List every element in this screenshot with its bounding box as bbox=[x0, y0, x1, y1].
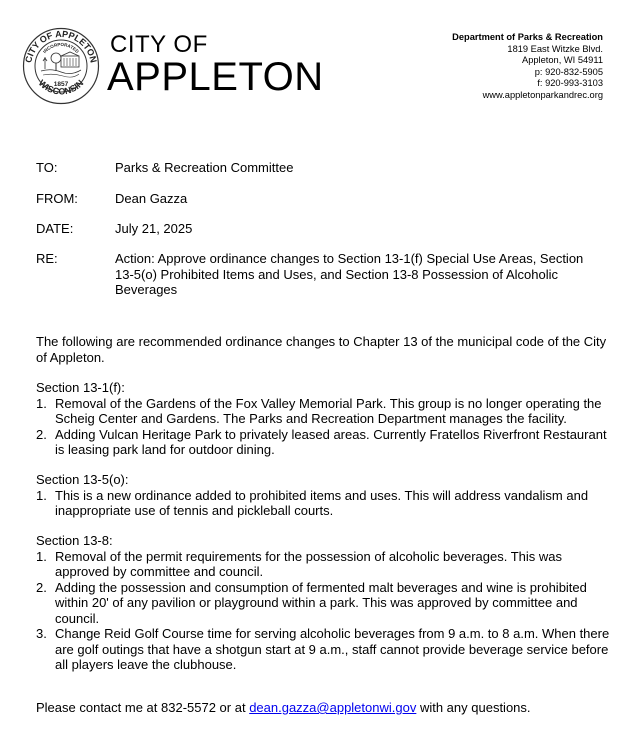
seal-top-text: CITY OF APPLETON bbox=[23, 28, 99, 64]
list-item bbox=[36, 580, 611, 627]
list-item-number: 1. bbox=[36, 548, 47, 564]
list-item-text: Removal of the Gardens of the Fox Valley Memorial Park. This group is no longer operating the Scheig Center and Gardens. The Parks and Recreation Department manages the facility. bbox=[55, 395, 602, 426]
section-heading: Section 13-8: bbox=[36, 533, 113, 548]
list-item bbox=[36, 396, 611, 427]
memo-to-value: Parks & Recreation Committee bbox=[115, 160, 294, 175]
memo-from-row bbox=[36, 191, 605, 207]
section-list bbox=[36, 549, 611, 673]
section-heading: Section 13-5(o): bbox=[36, 472, 129, 487]
closing-suffix: with any questions. bbox=[416, 700, 531, 715]
list-item bbox=[36, 626, 611, 673]
list-item-number: 2. bbox=[36, 426, 47, 442]
list-item-text: Removal of the permit requirements for the possession of alcoholic beverages. This was approved by committee and council. bbox=[55, 548, 563, 579]
list-item-text: Adding Vulcan Heritage Park to privately leased areas. Currently Fratellos Riverfront Restaurant is leasing park land for outdoor dining. bbox=[55, 426, 607, 457]
letterhead-city-name: APPLETON bbox=[107, 55, 324, 99]
closing-prefix: Please contact me at 832-5572 or at bbox=[36, 700, 250, 715]
list-item-text: Change Reid Golf Course time for serving alcoholic beverages from 9 a.m. to 8 a.m. When there are golf outings that have a shotgun start at 9 a.m., staff cannot provide beverage service before all players leave the clubhouse. bbox=[55, 626, 610, 672]
department-address-block bbox=[452, 32, 603, 102]
memo-from-label: FROM: bbox=[36, 191, 78, 206]
memo-date-row bbox=[36, 221, 605, 237]
memo-re-label: RE: bbox=[36, 251, 58, 266]
department-fax: f: 920-993-3103 bbox=[537, 78, 603, 89]
section-13-1f bbox=[36, 380, 611, 458]
memo-re-value: Action: Approve ordinance changes to Section 13-1(f) Special Use Areas, Section 13-5(o) Prohibited Items and Uses, and Section 13-8 Possession of Alcoholic Beverages bbox=[115, 251, 584, 297]
department-address-line2: Appleton, WI 54911 bbox=[522, 55, 603, 66]
list-item bbox=[36, 488, 611, 519]
letterhead-city-of: CITY OF bbox=[110, 31, 208, 58]
closing-paragraph bbox=[36, 700, 611, 716]
list-item-text: Adding the possession and consumption of fermented malt beverages and wine is prohibited within 20' of any pavilion or playground within a park. This was approved by committee and council. bbox=[55, 579, 587, 626]
list-item-number: 1. bbox=[36, 487, 47, 503]
memo-to-label: TO: bbox=[36, 160, 58, 175]
memo-re-row bbox=[36, 251, 605, 298]
section-list bbox=[36, 396, 611, 458]
department-address-line1: 1819 East Witzke Blvd. bbox=[507, 43, 603, 54]
city-seal-logo bbox=[21, 27, 101, 105]
seal-year: 1857 bbox=[53, 81, 69, 88]
list-item bbox=[36, 549, 611, 580]
seal-bottom-text: WISCONSIN bbox=[36, 77, 86, 97]
section-heading: Section 13-1(f): bbox=[36, 380, 125, 395]
list-item bbox=[36, 427, 611, 458]
department-website: www.appletonparkandrec.org bbox=[482, 89, 603, 100]
memo-date-value: July 21, 2025 bbox=[115, 221, 193, 236]
department-name: Department of Parks & Recreation bbox=[452, 32, 603, 42]
list-item-number: 3. bbox=[36, 626, 47, 641]
memo-date-label: DATE: bbox=[36, 221, 74, 236]
section-13-5o bbox=[36, 472, 611, 519]
seal-inner-text: INCORPORATED bbox=[41, 41, 80, 55]
list-item-number: 2. bbox=[36, 579, 47, 595]
department-phone: p: 920-832-5905 bbox=[534, 66, 603, 77]
memo-to-row bbox=[36, 160, 605, 176]
list-item-number: 1. bbox=[36, 395, 47, 411]
memo-from-value: Dean Gazza bbox=[115, 191, 188, 206]
intro-paragraph: The following are recommended ordinance changes to Chapter 13 of the municipal code of the City of Appleton. bbox=[36, 334, 607, 365]
list-item-text: This is a new ordinance added to prohibited items and uses. This will address vandalism and inappropriate use of tennis and pickleball courts. bbox=[55, 487, 589, 518]
section-list bbox=[36, 488, 611, 519]
email-link[interactable]: dean.gazza@appletonwi.gov bbox=[249, 700, 417, 715]
section-13-8 bbox=[36, 533, 611, 673]
